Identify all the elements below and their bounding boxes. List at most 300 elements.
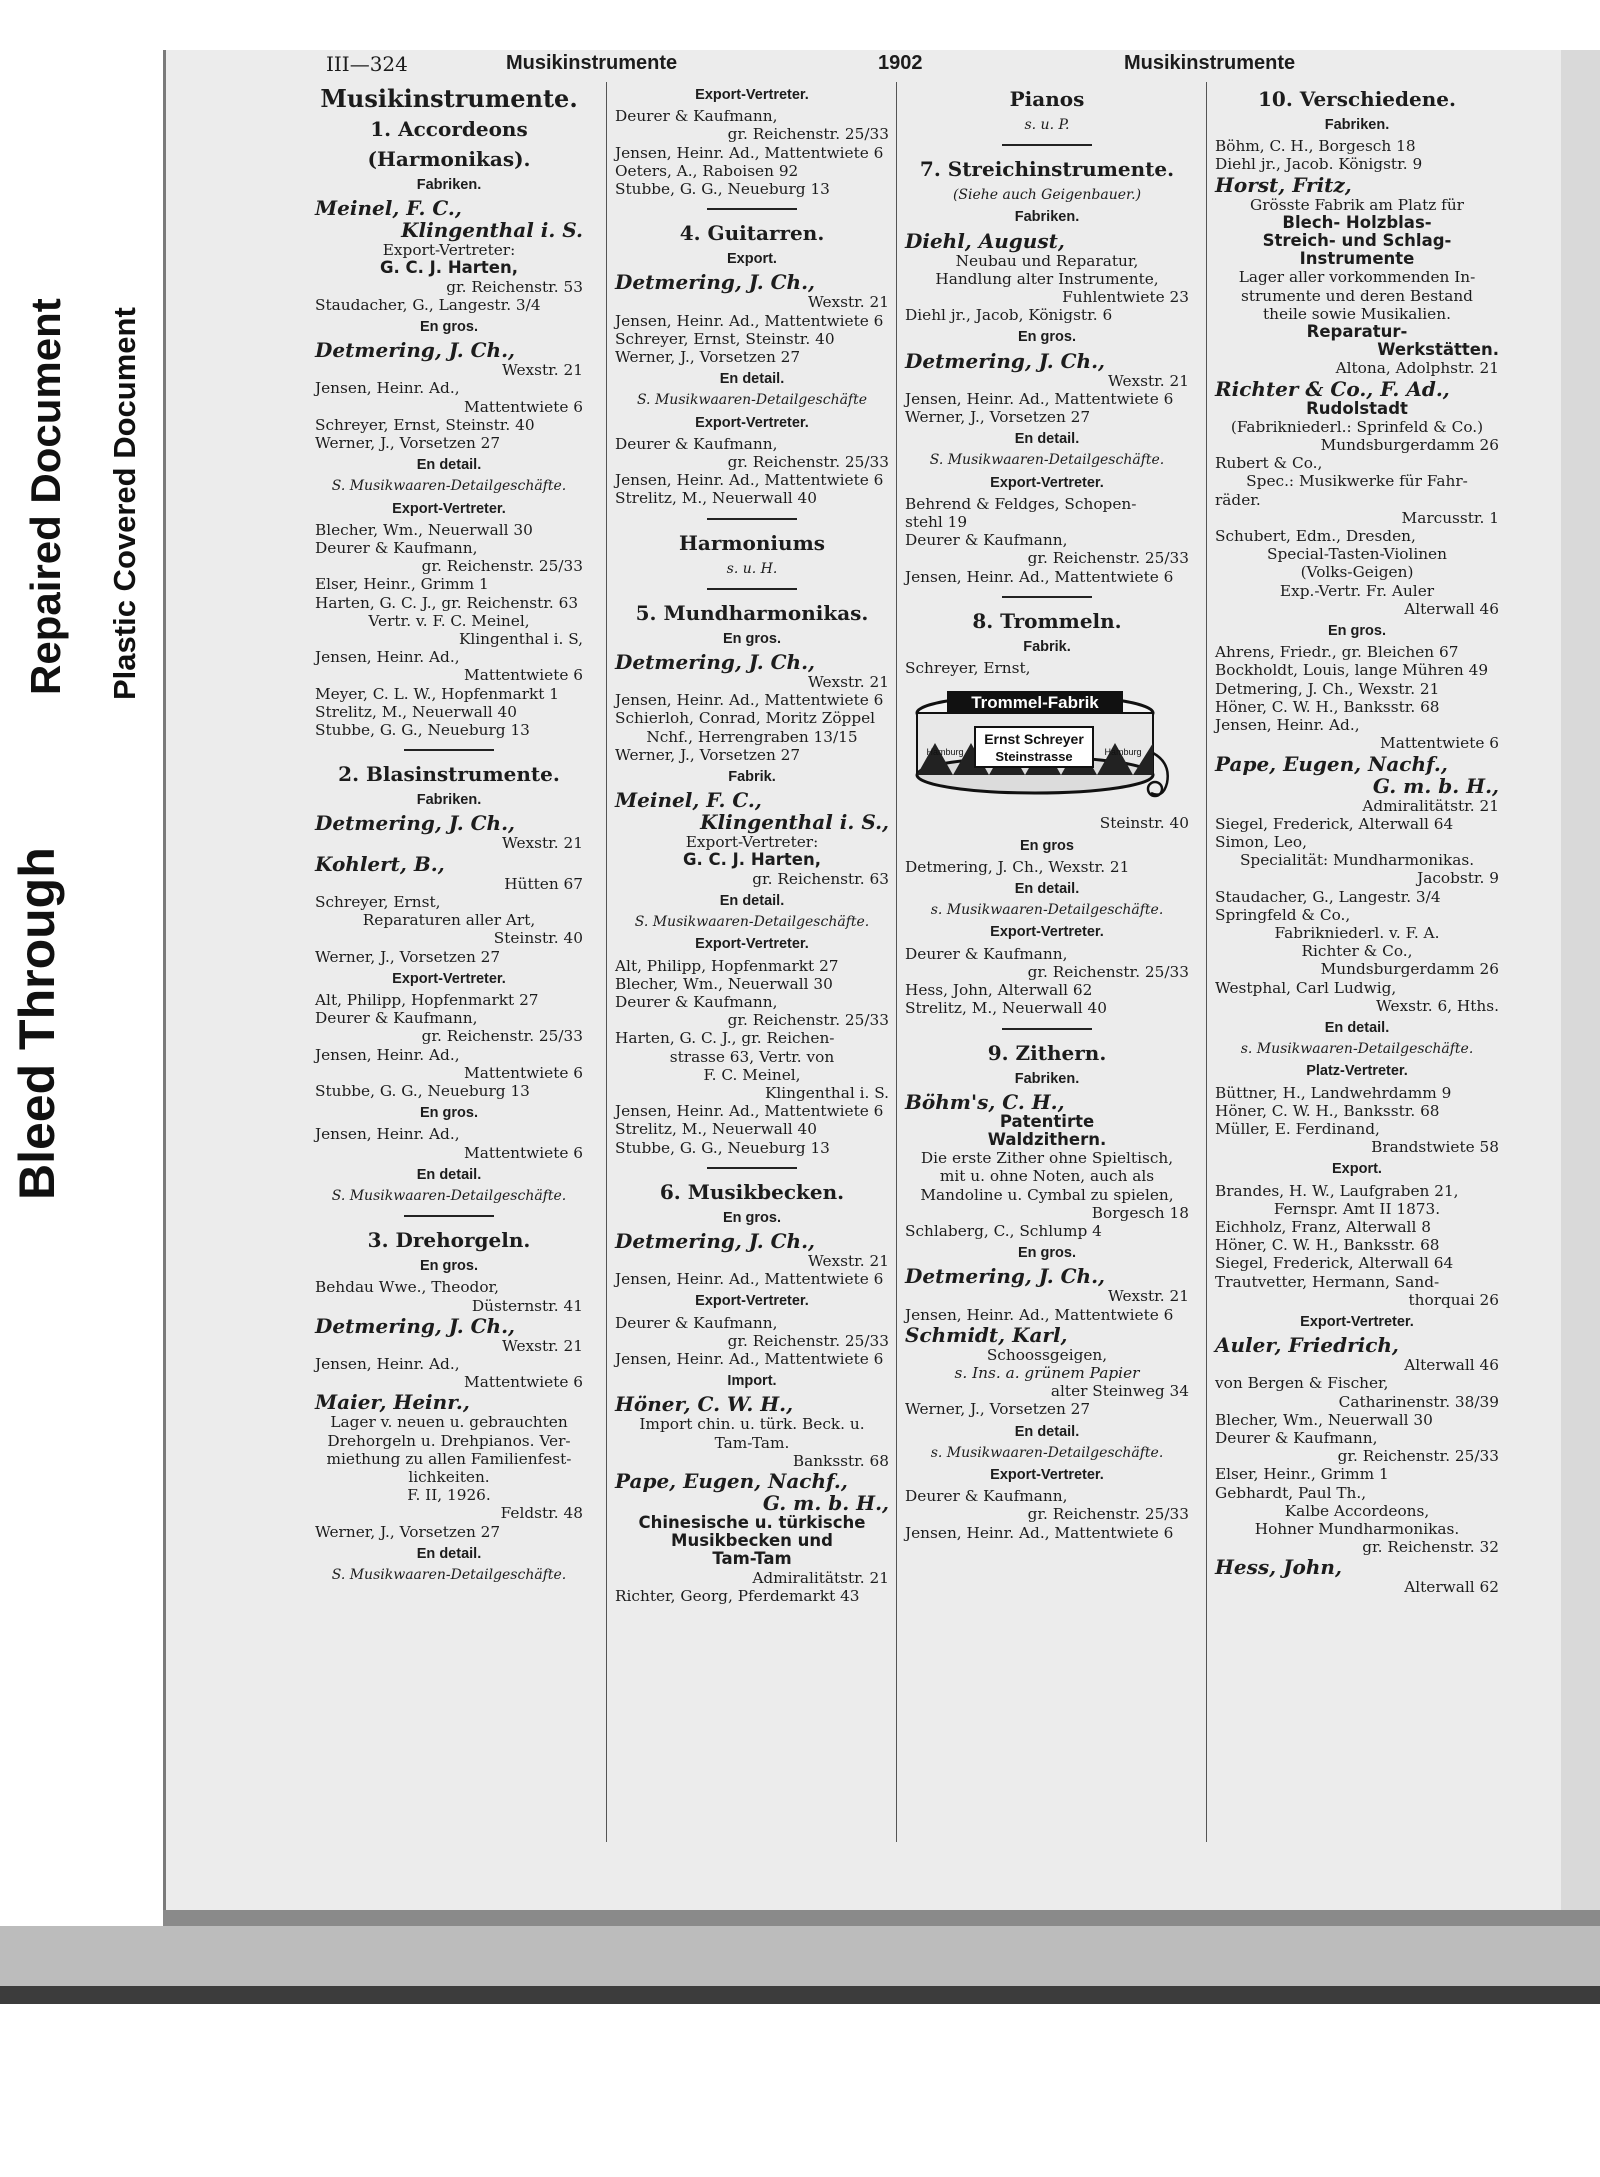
subsection-heading: Export-Vertreter. xyxy=(392,970,506,987)
drum-icon xyxy=(905,683,1175,808)
firm-name: Meinel, F. C., xyxy=(615,788,762,813)
firm-name: Höner, C. W. H., xyxy=(615,1392,794,1417)
listing-line: Tam-Tam xyxy=(712,1549,792,1569)
listing-line: Handlung alter Instrumente, xyxy=(935,269,1159,288)
subsection-heading: En detail. xyxy=(416,1166,482,1183)
listing-line: Jensen, Heinr. Ad., Mattentwiete 6 xyxy=(615,311,884,330)
listing-line: Simon, Leo, xyxy=(1215,832,1307,851)
listing-line: Harten, G. C. J., gr. Reichen- xyxy=(615,1029,835,1048)
listing-line: miethung zu allen Familienfest- xyxy=(326,1449,572,1468)
listing-line: Büttner, H., Landwehrdamm 9 xyxy=(1215,1083,1452,1102)
firm-name: Pape, Eugen, Nachf., xyxy=(1215,751,1448,776)
firm-name: Detmering, J. Ch., xyxy=(615,270,815,295)
listing-line: Siegel, Frederick, Alterwall 64 xyxy=(1215,1254,1454,1273)
subsection-heading: En gros xyxy=(1020,837,1074,854)
listing-line: Brandes, H. W., Laufgraben 21, xyxy=(1215,1181,1459,1200)
section-rule xyxy=(404,1215,494,1217)
drum-city-right: Hamburg xyxy=(1104,747,1142,758)
listing-line: Staudacher, G., Langestr. 3/4 xyxy=(315,295,541,314)
listing-line: Schubert, Edm., Dresden, xyxy=(1215,527,1416,546)
firm-name: Detmering, J. Ch., xyxy=(615,650,815,675)
page-bottom-edge xyxy=(163,1910,1600,1926)
listing-line: gr. Reichenstr. 25/33 xyxy=(727,1331,889,1350)
listing-line: Deurer & Kaufmann, xyxy=(905,1487,1068,1506)
section-heading: 3. Drehorgeln. xyxy=(367,1228,531,1253)
listing-line: Deurer & Kaufmann, xyxy=(905,944,1068,963)
listing-line: Admiralitätstr. 21 xyxy=(1362,796,1499,815)
listing-line: Steinstr. 40 xyxy=(493,929,583,948)
listing-line: Meyer, C. L. W., Hopfenmarkt 1 xyxy=(315,684,560,703)
listing-line: Reparatur- xyxy=(1306,322,1408,342)
listing-line: mit u. ohne Noten, auch als xyxy=(939,1167,1155,1186)
cross-reference: S. Musikwaaren-Detailgeschäfte. xyxy=(331,1187,567,1204)
listing-line: Special-Tasten-Violinen xyxy=(1267,545,1447,564)
listing-line: gr. Reichenstr. 25/33 xyxy=(727,1011,889,1030)
listing-line: Altona, Adolphstr. 21 xyxy=(1335,359,1499,378)
listing-line: Spec.: Musikwerke für Fahr- xyxy=(1246,472,1468,491)
listing-line: Steinstr. 40 xyxy=(1099,814,1189,833)
listing-line: Schierloh, Conrad, Moritz Zöppel xyxy=(615,709,876,728)
cross-reference: (Siehe auch Geigenbauer.) xyxy=(952,187,1142,204)
firm-name: Detmering, J. Ch., xyxy=(905,1264,1105,1289)
listing-line: Deurer & Kaufmann, xyxy=(315,539,478,558)
listing-line: Jensen, Heinr. Ad., xyxy=(315,1125,460,1144)
listing-line: Specialität: Mundharmonikas. xyxy=(1239,851,1475,870)
header-right-title: Musikinstrumente xyxy=(1124,52,1296,74)
subsection-heading: En detail. xyxy=(1014,881,1080,898)
cross-reference: s. Musikwaaren-Detailgeschäfte. xyxy=(930,1444,1164,1461)
subsection-heading: Export-Vertreter. xyxy=(392,500,506,517)
listing-line: Jacobstr. 9 xyxy=(1417,869,1499,888)
firm-name: Meinel, F. C., xyxy=(315,196,462,221)
cross-reference: s. u. H. xyxy=(726,560,778,577)
listing-line: Wexstr. 6, Hths. xyxy=(1375,996,1499,1015)
section-heading: Harmoniums xyxy=(679,530,825,555)
listing-line: F. C. Meinel, xyxy=(703,1065,801,1084)
listing-line: Grösste Fabrik am Platz für xyxy=(1249,195,1464,214)
binding-edge xyxy=(1558,50,1600,1930)
section-rule xyxy=(1002,144,1092,146)
listing-line: Trautvetter, Hermann, Sand- xyxy=(1215,1272,1440,1291)
subsection-heading: Export-Vertreter. xyxy=(990,474,1104,491)
listing-line: Reparaturen aller Art, xyxy=(362,911,536,930)
listing-line: Schreyer, Ernst, xyxy=(905,659,1031,678)
section-rule xyxy=(707,518,797,520)
listing-line: Banksstr. 68 xyxy=(792,1451,889,1470)
section-heading: 4. Guitarren. xyxy=(679,221,825,246)
listing-line: Höner, C. W. H., Banksstr. 68 xyxy=(1215,1236,1440,1255)
listing-line: Hess, John, Alterwall 62 xyxy=(905,981,1093,1000)
listing-line: Lager v. neuen u. gebrauchten xyxy=(330,1413,568,1432)
listing-line: Catharinenstr. 38/39 xyxy=(1338,1392,1499,1411)
listing-line: Wexstr. 21 xyxy=(1108,371,1189,390)
listing-line: Schlaberg, C., Schlump 4 xyxy=(905,1221,1102,1240)
listing-line: Strelitz, M., Neuerwall 40 xyxy=(315,702,517,721)
subsection-heading: Fabriken. xyxy=(1014,1070,1080,1087)
listing-line: strasse 63, Vertr. von xyxy=(669,1047,835,1066)
listing-line: Rubert & Co., xyxy=(1215,454,1323,473)
listing-line: Behrend & Feldges, Schopen- xyxy=(905,494,1137,513)
listing-line: Müller, E. Ferdinand, xyxy=(1215,1119,1380,1138)
listing-line: Wexstr. 21 xyxy=(808,293,889,312)
firm-name: Diehl, August, xyxy=(905,228,1065,253)
listing-line: (Volks-Geigen) xyxy=(1300,563,1414,582)
listing-line: Werkstätten. xyxy=(1377,340,1499,360)
listing-line: Fuhlentwiete 23 xyxy=(1062,288,1189,307)
listing-line: Rudolstadt xyxy=(1306,398,1408,418)
cross-reference: S. Musikwaaren-Detailgeschäfte. xyxy=(331,478,567,495)
listing-line: Strelitz, M., Neuerwall 40 xyxy=(615,489,817,508)
listing-line: Stubbe, G. G., Neueburg 13 xyxy=(615,180,830,199)
listing-line: Diehl jr., Jacob, Königstr. 6 xyxy=(905,306,1113,325)
listing-line: Werner, J., Vorsetzen 27 xyxy=(615,745,801,764)
listing-line: gr. Reichenstr. 53 xyxy=(446,277,583,296)
listing-line: Vertr. v. F. C. Meinel, xyxy=(368,611,530,630)
listing-line: Blecher, Wm., Neuerwall 30 xyxy=(1215,1410,1433,1429)
listing-line: Blecher, Wm., Neuerwall 30 xyxy=(315,520,533,539)
annotation-labels xyxy=(0,0,160,1250)
listing-line: Springfeld & Co., xyxy=(1215,905,1351,924)
subsection-heading: Export. xyxy=(727,251,777,268)
listing-line: G. C. J. Harten, xyxy=(682,850,821,870)
listing-line: Fabrikniederl. v. F. A. xyxy=(1274,923,1440,942)
listing-line: Werner, J., Vorsetzen 27 xyxy=(905,408,1091,427)
section-rule xyxy=(707,588,797,590)
listing-line: Fernspr. Amt II 1873. xyxy=(1273,1199,1441,1218)
listing-line: Werner, J., Vorsetzen 27 xyxy=(315,434,501,453)
listing-line: Alt, Philipp, Hopfenmarkt 27 xyxy=(315,990,539,1009)
subsection-heading: Fabriken. xyxy=(416,177,482,193)
col1-content xyxy=(311,86,591,1584)
listing-line: Wexstr. 21 xyxy=(502,1336,583,1355)
listing-line: gr. Reichenstr. 25/33 xyxy=(1337,1447,1499,1466)
firm-name: Schmidt, Karl, xyxy=(905,1322,1068,1347)
listing-line: Musikbecken und xyxy=(671,1531,833,1551)
listing-line: Kalbe Accordeons, xyxy=(1284,1501,1430,1520)
subsection-heading: Export-Vertreter. xyxy=(695,936,809,953)
listing-line: Marcusstr. 1 xyxy=(1401,508,1499,527)
listing-line: gr. Reichenstr. 25/33 xyxy=(727,453,889,472)
listing-line: Jensen, Heinr. Ad., xyxy=(315,648,460,667)
subsection-heading: Export-Vertreter. xyxy=(990,924,1104,941)
listing-line: Drehorgeln u. Drehpianos. Ver- xyxy=(327,1431,571,1450)
listing-line: Instrumente xyxy=(1299,249,1415,269)
listing-line: Lager aller vorkommenden In- xyxy=(1238,268,1476,287)
firm-name: G. m. b. H., xyxy=(762,1490,889,1515)
listing-line: Tam-Tam. xyxy=(714,1433,790,1452)
listing-line: Mattentwiete 6 xyxy=(464,1063,583,1082)
listing-line: Richter & Co., xyxy=(1301,942,1413,961)
listing-line: Gebhardt, Paul Th., xyxy=(1215,1483,1367,1502)
subsection-heading: Fabrik. xyxy=(1023,638,1071,655)
cross-reference: S. Musikwaaren-Detailgeschäfte. xyxy=(634,914,870,931)
listing-line: Export-Vertreter: xyxy=(685,833,819,852)
section-heading: Musikinstrumente. xyxy=(320,84,578,113)
listing-line: Chinesische u. türkische xyxy=(638,1512,866,1532)
listing-line: Mattentwiete 6 xyxy=(464,1373,583,1392)
listing-line: strumente und deren Bestand xyxy=(1241,286,1473,305)
drum-city-left: Hamburg xyxy=(926,747,964,758)
subsection-heading: En gros. xyxy=(1327,623,1386,640)
listing-line: von Bergen & Fischer, xyxy=(1215,1374,1389,1393)
listing-line: gr. Reichenstr. 25/33 xyxy=(1027,1505,1189,1524)
section-heading: 7. Streichinstrumente. xyxy=(919,157,1175,182)
listing-line: Elser, Heinr., Grimm 1 xyxy=(1215,1465,1389,1484)
listing-line: Mattentwiete 6 xyxy=(1380,734,1499,753)
subsection-heading: Export-Vertreter. xyxy=(990,1466,1104,1483)
listing-line: Patentirte xyxy=(999,1111,1095,1131)
col2-content xyxy=(607,86,897,1605)
section-rule xyxy=(404,749,494,751)
subsection-heading: En detail. xyxy=(416,1545,482,1562)
listing-line: gr. Reichenstr. 63 xyxy=(752,869,889,888)
listing-line: alter Steinweg 34 xyxy=(1050,1382,1189,1401)
listing-line: (Fabrikniederl.: Sprinfeld & Co.) xyxy=(1230,417,1484,436)
listing-line: Deurer & Kaufmann, xyxy=(615,107,778,126)
listing-line: Wexstr. 21 xyxy=(502,361,583,380)
listing-line: Feldstr. 48 xyxy=(500,1504,583,1523)
subsection-heading: Export-Vertreter. xyxy=(695,1293,809,1310)
listing-line: Strelitz, M., Neuerwall 40 xyxy=(905,999,1107,1018)
listing-line: Alterwall 62 xyxy=(1404,1578,1499,1597)
listing-line: Jensen, Heinr. Ad., xyxy=(315,1045,460,1064)
section-heading: 8. Trommeln. xyxy=(972,608,1122,633)
cross-reference: s. Musikwaaren-Detailgeschäfte. xyxy=(1240,1041,1474,1058)
firm-name: Richter & Co., F. Ad., xyxy=(1215,376,1450,401)
subsection-heading: En detail. xyxy=(416,457,482,474)
section-rule xyxy=(707,1167,797,1169)
listing-line: gr. Reichenstr. 32 xyxy=(1362,1538,1499,1557)
listing-line: Werner, J., Vorsetzen 27 xyxy=(315,947,501,966)
listing-line: gr. Reichenstr. 25/33 xyxy=(1027,549,1189,568)
drum-street: Steinstrasse xyxy=(995,749,1073,765)
listing-line: Schreyer, Ernst, xyxy=(315,892,441,911)
listing-line: Diehl jr., Jacob. Königstr. 9 xyxy=(1215,155,1423,174)
firm-name: Horst, Fritz, xyxy=(1215,172,1352,197)
listing-line: Hohner Mundharmonikas. xyxy=(1254,1520,1460,1539)
listing-line: Mundsburgerdamm 26 xyxy=(1320,960,1499,979)
firm-name: Detmering, J. Ch., xyxy=(315,338,515,363)
header-year: 1902 xyxy=(878,52,923,74)
directory-page xyxy=(163,50,1561,1910)
listing-line: Alt, Philipp, Hopfenmarkt 27 xyxy=(615,956,839,975)
listing-line: Jensen, Heinr. Ad., Mattentwiete 6 xyxy=(615,691,884,710)
listing-line: Mattentwiete 6 xyxy=(464,666,583,685)
subsection-heading: En gros. xyxy=(419,319,478,336)
listing-line: Schreyer, Ernst, Steinstr. 40 xyxy=(315,415,535,434)
firm-name: Klingenthal i. S. xyxy=(401,218,583,243)
listing-line: Deurer & Kaufmann, xyxy=(905,531,1068,550)
firm-name: Klingenthal i. S., xyxy=(700,810,889,835)
cross-reference: S. Musikwaaren-Detailgeschäfte. xyxy=(929,452,1165,469)
listing-line: Jensen, Heinr. Ad., Mattentwiete 6 xyxy=(905,1523,1174,1542)
section-rule xyxy=(707,208,797,210)
cross-reference: s. u. P. xyxy=(1024,117,1070,133)
listing-line: Oeters, A., Raboisen 92 xyxy=(615,161,799,180)
listing-line: Brandstwiete 58 xyxy=(1371,1138,1499,1157)
section-heading: 5. Mundharmonikas. xyxy=(635,600,869,625)
listing-line: Alterwall 46 xyxy=(1404,599,1499,618)
listing-line: Ahrens, Friedr., gr. Bleichen 67 xyxy=(1215,643,1459,662)
listing-line: Detmering, J. Ch., Wexstr. 21 xyxy=(1215,679,1440,698)
listing-line: Wexstr. 21 xyxy=(808,673,889,692)
subsection-heading: Fabriken. xyxy=(1014,209,1080,226)
drum-factory-illustration xyxy=(905,683,1189,812)
listing-line: Siegel, Frederick, Alterwall 64 xyxy=(1215,814,1454,833)
section-rule xyxy=(1002,1028,1092,1030)
bleed-through-label: Bleed Through xyxy=(9,847,65,1200)
subsection-heading: Platz-Vertreter. xyxy=(1306,1063,1408,1080)
subsection-heading: En gros. xyxy=(722,630,781,647)
listing-line: Werner, J., Vorsetzen 27 xyxy=(315,1522,501,1541)
section-heading: Pianos xyxy=(1009,87,1085,111)
subsection-heading: En gros. xyxy=(419,1105,478,1122)
listing-line: Neubau und Reparatur, xyxy=(955,251,1139,270)
listing-line: Richter, Georg, Pferdemarkt 43 xyxy=(615,1586,860,1605)
listing-line: Jensen, Heinr. Ad., Mattentwiete 6 xyxy=(615,1270,884,1289)
section-heading: 1. Accordeons xyxy=(370,117,528,141)
section-heading: 10. Verschiedene. xyxy=(1258,87,1456,111)
listing-line: gr. Reichenstr. 25/33 xyxy=(421,557,583,576)
drum-maker-name: Ernst Schreyer xyxy=(984,731,1084,748)
listing-columns xyxy=(186,82,1558,1842)
section-rule xyxy=(1002,596,1092,598)
listing-line: Eichholz, Franz, Alterwall 8 xyxy=(1215,1217,1431,1236)
listing-line: Schoossgeigen, xyxy=(986,1345,1108,1364)
listing-line: Wexstr. 21 xyxy=(1108,1287,1189,1306)
listing-line: Wexstr. 21 xyxy=(502,834,583,853)
listing-line: Werner, J., Vorsetzen 27 xyxy=(905,1400,1091,1419)
firm-name: Kohlert, B., xyxy=(315,851,445,876)
running-header xyxy=(166,50,1561,80)
listing-line: Mundsburgerdamm 26 xyxy=(1320,436,1499,455)
listing-line: Hütten 67 xyxy=(504,874,583,893)
listing-line: Exp.-Vertr. Fr. Auler xyxy=(1279,581,1435,600)
cross-reference: s. Musikwaaren-Detailgeschäfte. xyxy=(930,902,1164,919)
drum-banner-text: Trommel-Fabrik xyxy=(971,693,1099,713)
listing-line: Stubbe, G. G., Neueburg 13 xyxy=(315,1081,530,1100)
subsection-heading: En gros. xyxy=(1017,1245,1076,1262)
column-2 xyxy=(606,82,897,1842)
listing-line: Jensen, Heinr. Ad., Mattentwiete 6 xyxy=(615,471,884,490)
listing-line: Streich- und Schlag- xyxy=(1262,231,1452,251)
listing-line: Deurer & Kaufmann, xyxy=(615,992,778,1011)
subsection-heading: Export-Vertreter. xyxy=(1300,1313,1414,1330)
listing-line: Strelitz, M., Neuerwall 40 xyxy=(615,1120,817,1139)
subsection-heading: Fabriken. xyxy=(416,792,482,809)
listing-line: Jensen, Heinr. Ad., xyxy=(1215,716,1360,735)
listing-line: Admiralitätstr. 21 xyxy=(752,1568,889,1587)
listing-line: Jensen, Heinr. Ad., Mattentwiete 6 xyxy=(905,1305,1174,1324)
plastic-covered-label: Plastic Covered Document xyxy=(107,307,142,700)
cross-reference: S. Musikwaaren-Detailgeschäfte xyxy=(636,392,868,409)
listing-line: Jensen, Heinr. Ad., Mattentwiete 6 xyxy=(615,1349,884,1368)
firm-name: Auler, Friedrich, xyxy=(1215,1333,1399,1358)
section-heading: 2. Blasinstrumente. xyxy=(338,762,560,787)
subsection-heading: Fabrik. xyxy=(728,769,776,786)
listing-line: räder. xyxy=(1215,490,1261,509)
listing-line: Düsternstr. 41 xyxy=(471,1296,583,1315)
firm-name: Detmering, J. Ch., xyxy=(905,348,1105,373)
listing-line: Mattentwiete 6 xyxy=(464,397,583,416)
subsection-heading: En gros. xyxy=(419,1258,478,1275)
listing-line: stehl 19 xyxy=(905,513,968,532)
listing-line: Mattentwiete 6 xyxy=(464,1143,583,1162)
subsection-heading: En detail. xyxy=(1014,1423,1080,1440)
firm-name: Detmering, J. Ch., xyxy=(315,1313,515,1338)
listing-line: gr. Reichenstr. 25/33 xyxy=(421,1027,583,1046)
section-heading: (Harmonikas). xyxy=(367,147,531,171)
scan-bottom-dark-band xyxy=(0,1986,1600,2004)
header-left-title: Musikinstrumente xyxy=(506,52,678,74)
listing-line: Elser, Heinr., Grimm 1 xyxy=(315,575,489,594)
column-4 xyxy=(1206,82,1507,1842)
subsection-heading: En gros. xyxy=(722,1209,781,1226)
listing-line: Behdau Wwe., Theodor, xyxy=(315,1278,500,1297)
listing-line: Bockholdt, Louis, lange Mühren 49 xyxy=(1215,661,1489,680)
firm-name: G. m. b. H., xyxy=(1372,773,1499,798)
firm-name: Detmering, J. Ch., xyxy=(615,1228,815,1253)
repaired-document-label: Repaired Document xyxy=(22,298,69,695)
listing-line: Die erste Zither ohne Spieltisch, xyxy=(920,1149,1174,1168)
subsection-heading: En detail. xyxy=(719,892,785,909)
section-heading: 9. Zithern. xyxy=(987,1040,1107,1065)
listing-line: thorquai 26 xyxy=(1408,1290,1499,1309)
listing-line: Waldzithern. xyxy=(987,1129,1107,1149)
listing-line: Blecher, Wm., Neuerwall 30 xyxy=(615,974,833,993)
listing-line: Westphal, Carl Ludwig, xyxy=(1215,978,1397,997)
listing-line: Jensen, Heinr. Ad., xyxy=(315,1354,460,1373)
listing-line: Böhm, C. H., Borgesch 18 xyxy=(1215,137,1416,156)
listing-line: Harten, G. C. J., gr. Reichenstr. 63 xyxy=(315,593,579,612)
listing-line: Deurer & Kaufmann, xyxy=(615,434,778,453)
column-1 xyxy=(311,82,591,1842)
column-3 xyxy=(896,82,1197,1842)
listing-line: lichkeiten. xyxy=(408,1467,490,1486)
listing-line: gr. Reichenstr. 25/33 xyxy=(727,125,889,144)
section-heading: 6. Musikbecken. xyxy=(659,1179,845,1204)
listing-line: Nchf., Herrengraben 13/15 xyxy=(646,727,858,746)
firm-name: Böhm's, C. H., xyxy=(905,1089,1065,1114)
subsection-heading: En gros. xyxy=(1017,329,1076,346)
subsection-heading: En detail. xyxy=(719,371,785,388)
subsection-heading: Import. xyxy=(727,1373,777,1390)
listing-line: Werner, J., Vorsetzen 27 xyxy=(615,348,801,367)
listing-line: Stubbe, G. G., Neueburg 13 xyxy=(615,1138,830,1157)
listing-line: Staudacher, G., Langestr. 3/4 xyxy=(1215,887,1441,906)
listing-line: Export-Vertreter: xyxy=(382,241,516,260)
listing-line: Wexstr. 21 xyxy=(808,1251,889,1270)
listing-line: Jensen, Heinr. Ad., Mattentwiete 6 xyxy=(615,143,884,162)
listing-line: F. II, 1926. xyxy=(407,1486,491,1505)
listing-line: Detmering, J. Ch., Wexstr. 21 xyxy=(905,857,1130,876)
listing-line: Jensen, Heinr. Ad., Mattentwiete 6 xyxy=(615,1102,884,1121)
listing-line: Jensen, Heinr. Ad., xyxy=(315,379,460,398)
listing-line: Stubbe, G. G., Neueburg 13 xyxy=(315,721,530,740)
firm-name: Maier, Heinr., xyxy=(315,1390,470,1415)
col4-content xyxy=(1207,86,1507,1597)
firm-name: Pape, Eugen, Nachf., xyxy=(615,1468,848,1493)
listing-line: gr. Reichenstr. 25/33 xyxy=(1027,962,1189,981)
listing-line: theile sowie Musikalien. xyxy=(1263,304,1451,323)
listing-line: Import chin. u. türk. Beck. u. xyxy=(639,1415,865,1434)
listing-line: Klingenthal i. S. xyxy=(764,1083,889,1102)
firm-name: Hess, John, xyxy=(1215,1555,1342,1580)
listing-line: s. Ins. a. grünem Papier xyxy=(954,1363,1140,1382)
listing-line: Schreyer, Ernst, Steinstr. 40 xyxy=(615,329,835,348)
listing-line: G. C. J. Harten, xyxy=(379,258,518,278)
cross-reference: S. Musikwaaren-Detailgeschäfte. xyxy=(331,1566,567,1583)
